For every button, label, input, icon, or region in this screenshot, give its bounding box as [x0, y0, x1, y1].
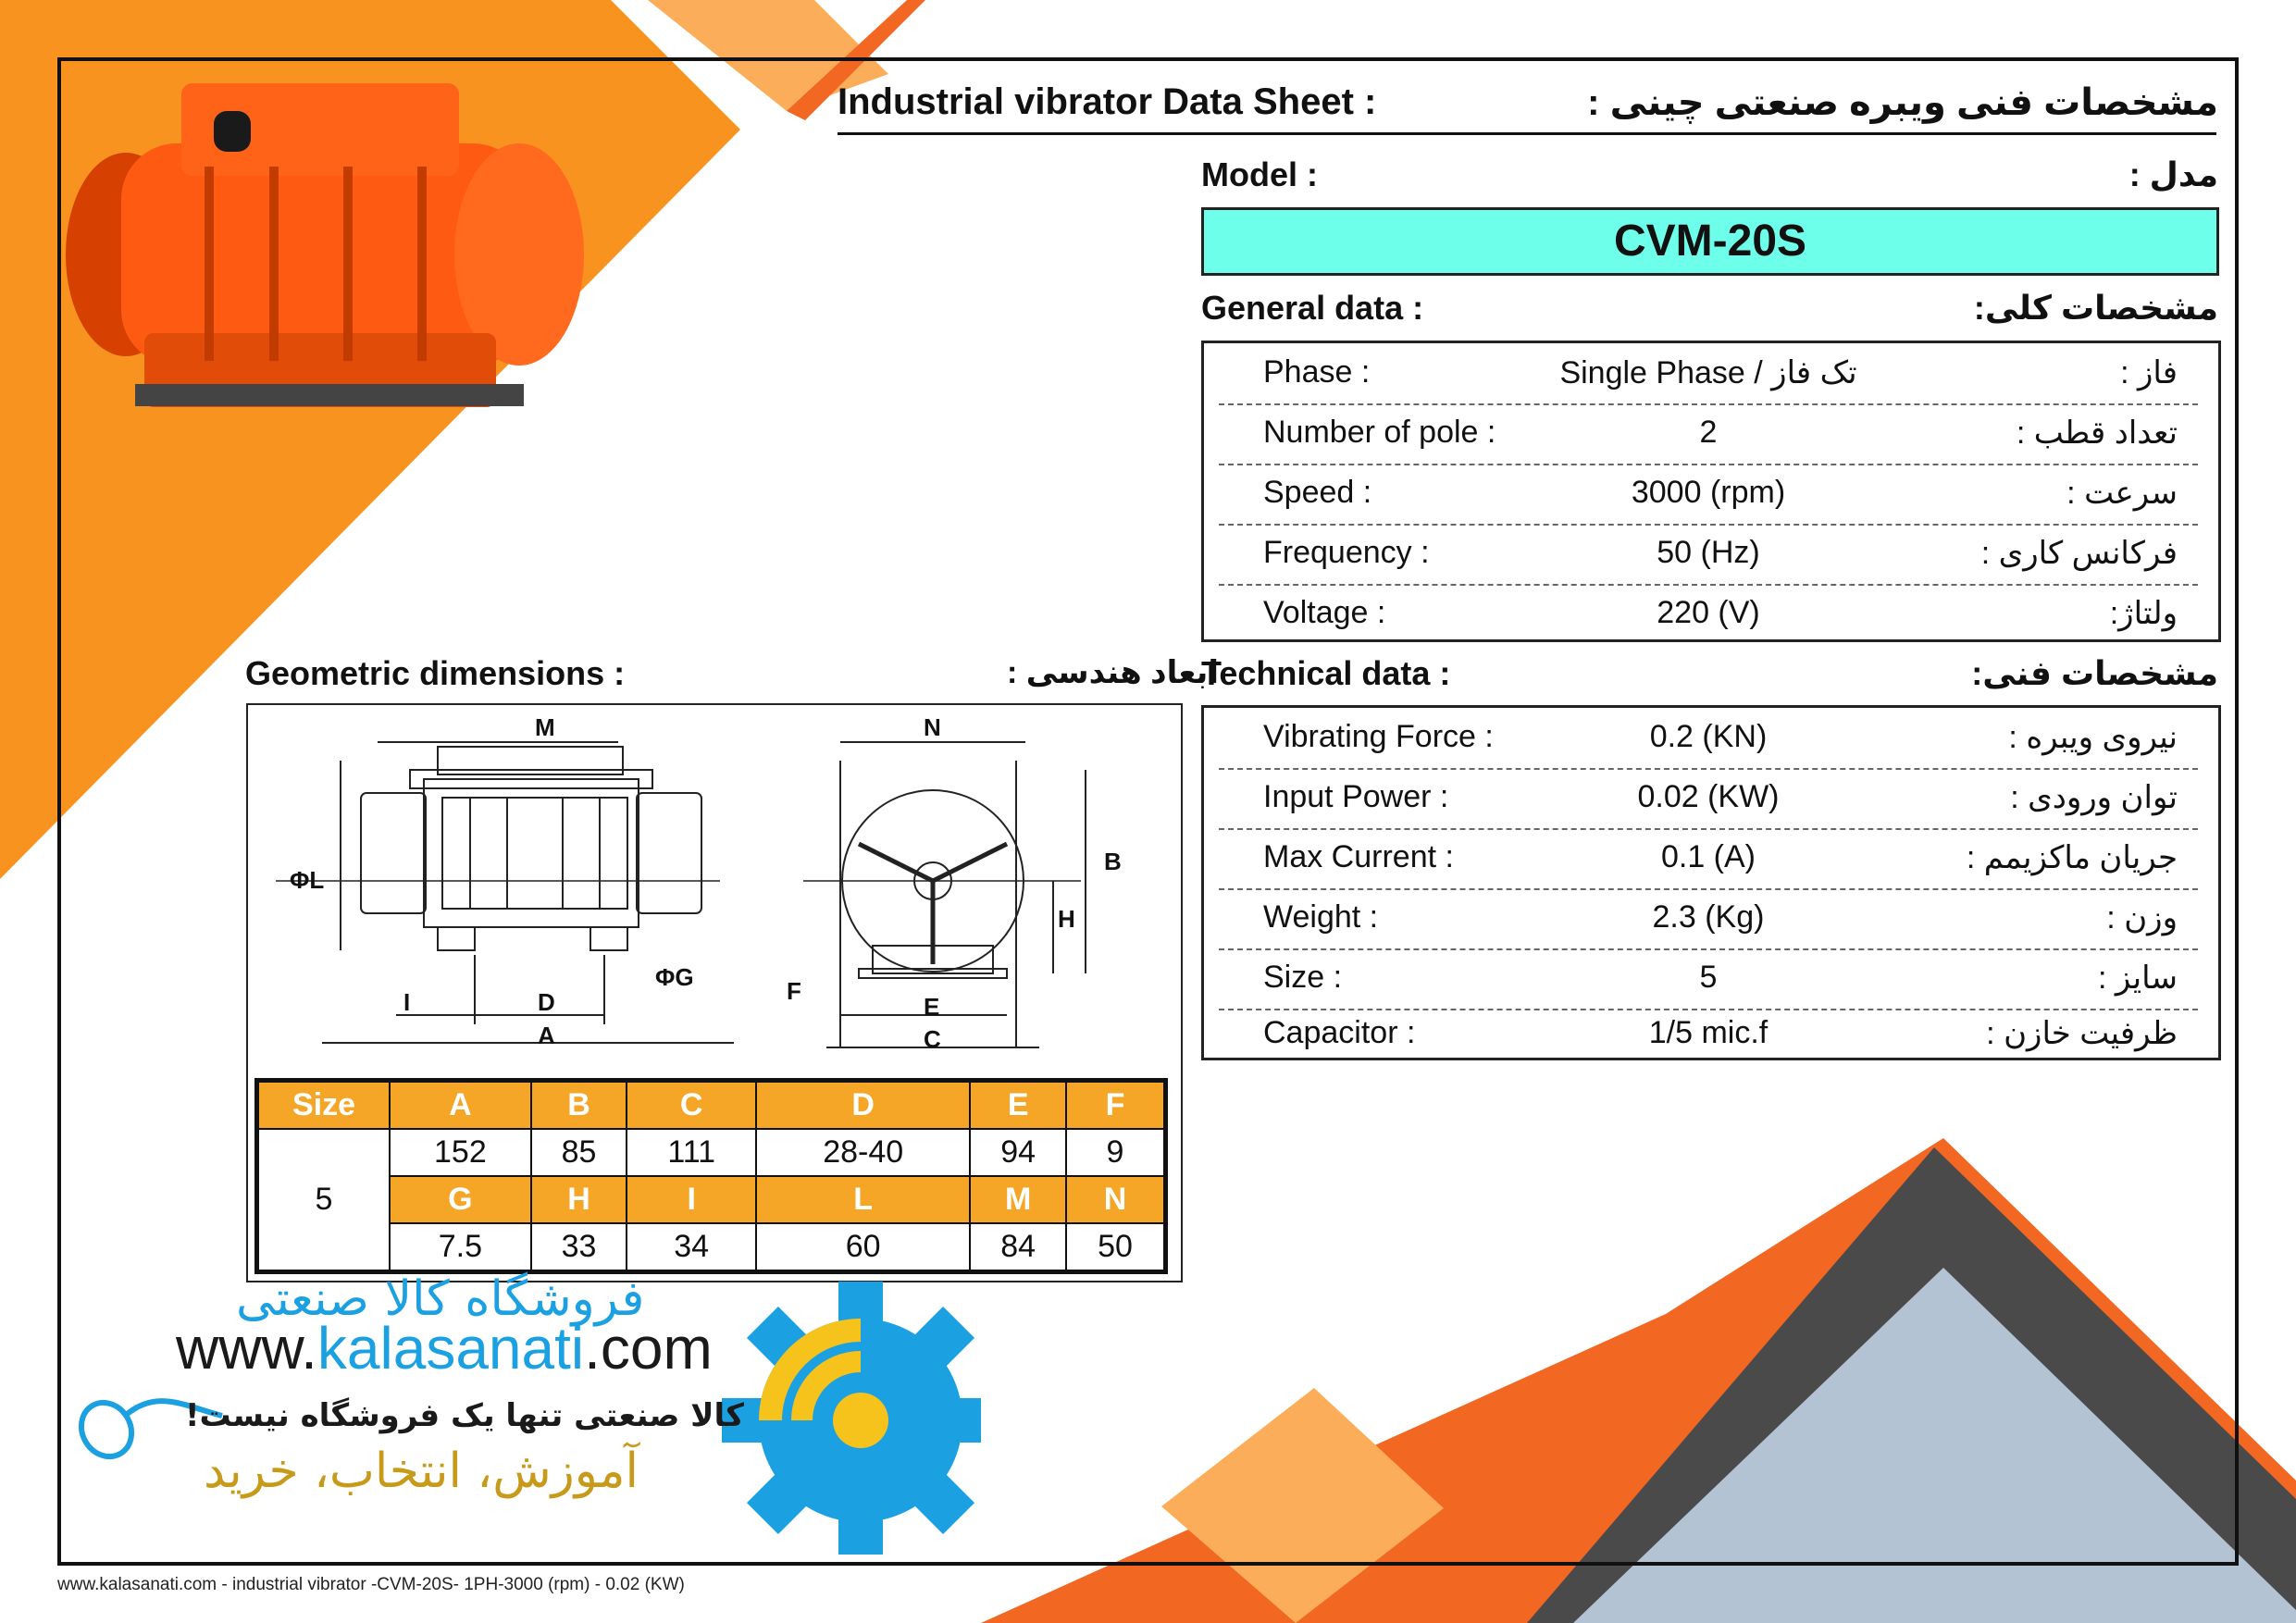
dimension-drawing — [248, 705, 1181, 1075]
row-value: 3000 (rpm) — [1631, 475, 1786, 510]
dim-label-e: E — [924, 993, 940, 1021]
table-header-cell: G — [390, 1176, 531, 1223]
technical-row — [1219, 1004, 2198, 1064]
table-header-cell: C — [627, 1081, 756, 1130]
table-cell: 9 — [1066, 1129, 1166, 1176]
row-value: 0.2 (KN) — [1649, 719, 1768, 754]
table-header-cell: F — [1066, 1081, 1166, 1130]
row-label-en: Capacitor : — [1263, 1015, 1416, 1050]
dim-label-h: H — [1058, 905, 1075, 933]
table-row — [257, 1081, 1166, 1130]
site-url — [176, 1314, 713, 1382]
table-header-cell: I — [627, 1176, 756, 1223]
general-data-panel — [1201, 341, 2221, 642]
row-label-fa: سایز : — [2098, 960, 2178, 996]
technical-row — [1219, 888, 2198, 950]
title-en: Industrial vibrator Data Sheet : — [838, 81, 1377, 122]
dim-label-m: M — [535, 713, 555, 741]
table-cell: 7.5 — [390, 1223, 531, 1272]
store-name-fa: فروشگاه کالا صنعتی — [236, 1271, 645, 1327]
technical-label-en: Technical data : — [1201, 654, 1451, 692]
table-header-cell: E — [970, 1081, 1066, 1130]
row-label-fa: جریان ماکزیمم : — [1966, 840, 2178, 875]
dimensions-table — [254, 1078, 1168, 1274]
row-label-en: Frequency : — [1263, 535, 1430, 570]
general-row — [1219, 524, 2198, 586]
company-logo — [56, 1271, 981, 1555]
general-row — [1219, 464, 2198, 526]
table-cell: 85 — [531, 1129, 627, 1176]
row-label-en: Phase : — [1263, 354, 1371, 390]
general-label-fa: مشخصات کلی: — [1973, 289, 2218, 327]
table-header-cell: L — [756, 1176, 970, 1223]
row-value: 2.3 (Kg) — [1652, 899, 1765, 935]
row-label-fa: فاز : — [2120, 355, 2178, 390]
model-label-fa: مدل : — [2128, 155, 2218, 193]
technical-row — [1219, 828, 2198, 890]
row-label-fa: نیروی ویبره : — [2008, 720, 2178, 755]
technical-label-fa: مشخصات فنی: — [1971, 654, 2218, 692]
size-header: Size — [257, 1081, 391, 1130]
size-value: 5 — [257, 1129, 391, 1272]
row-value: 1/5 mic.f — [1648, 1015, 1769, 1050]
general-row — [1219, 584, 2198, 644]
dim-label-g: ΦG — [655, 963, 694, 991]
table-header-cell: A — [390, 1081, 531, 1130]
row-value: 220 (V) — [1657, 595, 1760, 630]
table-cell: 33 — [531, 1223, 627, 1272]
row-label-fa: سرعت : — [2066, 476, 2178, 511]
dim-label-c: C — [924, 1025, 941, 1053]
general-row — [1219, 343, 2198, 405]
title-fa: مشخصات فنی ویبره صنعتی چینی : — [1587, 82, 2218, 123]
row-value: 50 (Hz) — [1657, 535, 1760, 570]
table-row — [257, 1223, 1166, 1272]
model-label-en: Model : — [1201, 155, 1318, 193]
dim-label-f: F — [787, 977, 801, 1005]
dim-label-b: B — [1104, 848, 1122, 875]
table-header-cell: N — [1066, 1176, 1166, 1223]
row-label-fa: توان ورودی : — [2010, 780, 2178, 815]
footer-text: www.kalasanati.com - industrial vibrator -CVM-20S- 1PH-3000 (rpm) - 0.02 (KW) — [57, 1575, 685, 1594]
dim-label-i: I — [403, 988, 411, 1016]
geometry-label-fa: ابعاد هندسی : — [1007, 655, 1219, 690]
url-suffix: .com — [584, 1315, 713, 1381]
row-label-en: Weight : — [1263, 899, 1379, 935]
table-row — [257, 1129, 1166, 1176]
vibrator-motor-image — [33, 56, 626, 444]
url-domain: kalasanati — [316, 1315, 585, 1381]
general-row — [1219, 403, 2198, 465]
row-label-en: Size : — [1263, 960, 1343, 995]
row-value: 0.1 (A) — [1660, 839, 1756, 874]
row-value: Single Phase / تک فاز — [1559, 355, 1857, 390]
table-cell: 34 — [627, 1223, 756, 1272]
table-header-cell: B — [531, 1081, 627, 1130]
table-cell: 94 — [970, 1129, 1066, 1176]
slogan-fa: کالا صنعتی تنها یک فروشگاه نیست! — [185, 1397, 745, 1434]
dim-label-d: D — [538, 988, 555, 1016]
row-label-en: Number of pole : — [1263, 415, 1496, 450]
technical-row — [1219, 708, 2198, 770]
dim-label-l: ΦL — [290, 866, 325, 894]
row-value: 5 — [1699, 960, 1718, 995]
row-label-en: Vibrating Force : — [1263, 719, 1494, 754]
row-value: 0.02 (KW) — [1637, 779, 1780, 814]
header-rule — [838, 132, 2216, 135]
table-cell: 60 — [756, 1223, 970, 1272]
motto-fa: آموزش، انتخاب، خرید — [204, 1443, 639, 1499]
row-label-fa: تعداد قطب : — [2016, 415, 2178, 451]
table-cell: 111 — [627, 1129, 756, 1176]
row-label-fa: ولتاژ: — [2109, 596, 2178, 631]
row-label-fa: ظرفیت خازن : — [1986, 1016, 2178, 1051]
technical-row — [1219, 948, 2198, 1010]
row-label-en: Voltage : — [1263, 595, 1386, 630]
table-cell: 28-40 — [756, 1129, 970, 1176]
row-label-en: Max Current : — [1263, 839, 1454, 874]
table-header-cell: H — [531, 1176, 627, 1223]
url-prefix: www. — [176, 1315, 317, 1381]
general-label-en: General data : — [1201, 289, 1424, 327]
row-label-en: Speed : — [1263, 475, 1372, 510]
table-row — [257, 1176, 1166, 1223]
row-label-fa: وزن : — [2106, 900, 2178, 935]
table-cell: 50 — [1066, 1223, 1166, 1272]
table-header-cell: D — [756, 1081, 970, 1130]
dim-label-n: N — [924, 713, 941, 741]
table-cell: 84 — [970, 1223, 1066, 1272]
model-value: CVM-20S — [1201, 207, 2219, 276]
table-cell: 152 — [390, 1129, 531, 1176]
dim-label-a: A — [538, 1022, 555, 1049]
technical-data-panel — [1201, 705, 2221, 1060]
row-value: 2 — [1699, 415, 1718, 450]
table-header-cell: M — [970, 1176, 1066, 1223]
row-label-fa: فرکانس کاری : — [1980, 536, 2178, 571]
geometry-label-en: Geometric dimensions : — [245, 654, 626, 692]
technical-row — [1219, 768, 2198, 830]
row-label-en: Input Power : — [1263, 779, 1449, 814]
